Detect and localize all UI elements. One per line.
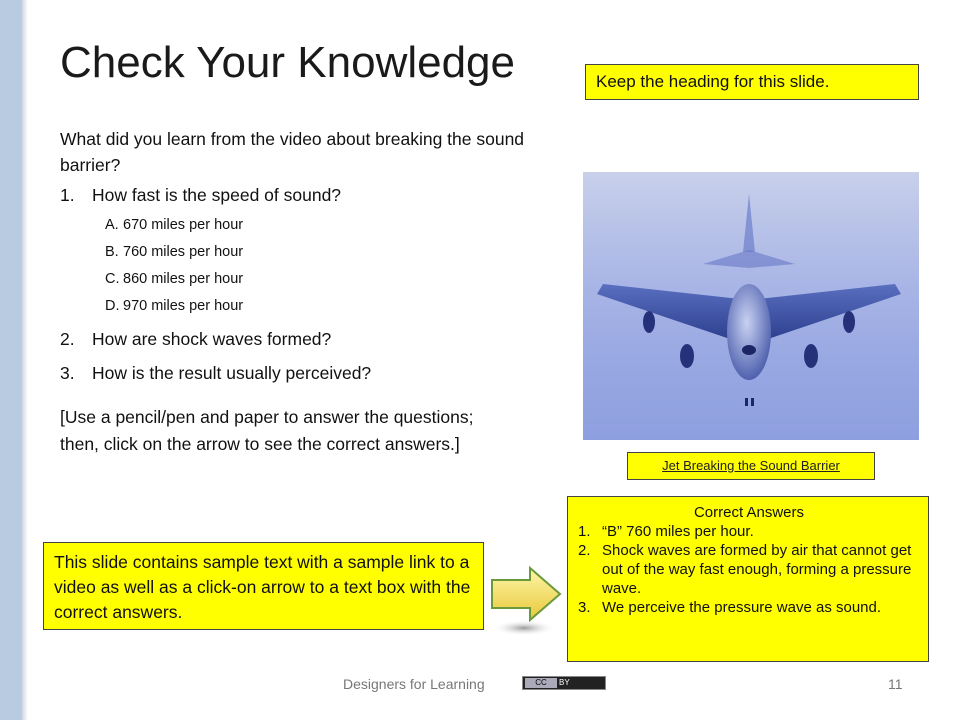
option-letter: D.: [105, 298, 120, 314]
cc-badge-right: BY: [559, 678, 570, 687]
option-text: 760 miles per hour: [123, 244, 244, 260]
cc-badge-left: CC: [525, 678, 557, 688]
answer-item: [578, 522, 920, 541]
answer-item: [578, 541, 920, 598]
question-item-1: [60, 182, 540, 208]
correct-answers-box: [567, 496, 929, 662]
sample-text-note-box: This slide contains sample text with a sample link to a video as well as a click-on arrow to a text box with the correct answers.: [43, 542, 484, 630]
option-item: [105, 293, 540, 320]
answers-list: [578, 522, 920, 617]
answer-number: 2.: [578, 542, 591, 559]
option-text: 670 miles per hour: [123, 217, 244, 233]
answers-title: Correct Answers: [693, 504, 805, 521]
option-letter: A.: [105, 217, 119, 233]
video-link-box: [627, 452, 875, 480]
question-text: How are shock waves formed?: [92, 329, 332, 349]
option-list: [105, 212, 540, 320]
slide-left-bar-shadow: [22, 0, 28, 720]
question-number: 2.: [60, 329, 75, 349]
slide-title: Check Your Knowledge: [60, 38, 515, 87]
question-item-3: [60, 360, 540, 386]
page-number: 11: [888, 676, 903, 692]
option-item: [105, 239, 540, 266]
option-letter: B.: [105, 244, 119, 260]
answer-number: 1.: [578, 523, 591, 540]
jet-airplane-photo: [583, 172, 919, 440]
question-item-2: [60, 326, 540, 352]
intro-text: What did you learn from the video about breaking the sound barrier?: [60, 129, 525, 175]
video-link[interactable]: Jet Breaking the Sound Barrier: [662, 458, 840, 473]
answer-item: [578, 598, 920, 617]
jet-airplane-icon: [583, 172, 919, 440]
option-text: 860 miles per hour: [123, 271, 244, 287]
show-answers-arrow-button[interactable]: [486, 562, 566, 642]
answer-text: “B” 760 miles per hour.: [602, 523, 754, 540]
question-text: How fast is the speed of sound?: [92, 185, 342, 205]
option-letter: C.: [105, 271, 120, 287]
answer-text: We perceive the pressure wave as sound.: [602, 599, 882, 616]
footer-label: Designers for Learning: [343, 676, 485, 692]
cc-by-license-icon: [522, 676, 606, 690]
answer-text: Shock waves are formed by air that cannot get out of the way fast enough, forming a pressure wave.: [602, 542, 912, 597]
slide-left-accent-bar: [0, 0, 22, 720]
question-options: [60, 212, 540, 320]
answer-number: 3.: [578, 599, 591, 616]
question-list: [60, 182, 540, 386]
right-arrow-icon: [486, 562, 566, 642]
question-number: 1.: [60, 185, 75, 205]
option-text: 970 miles per hour: [123, 298, 244, 314]
option-item: [105, 212, 540, 239]
question-number: 3.: [60, 363, 75, 383]
heading-note-box: Keep the heading for this slide.: [585, 64, 919, 100]
option-item: [105, 266, 540, 293]
instructions-text: [Use a pencil/pen and paper to answer the questions; then, click on the arrow to see the correct answers.]: [60, 407, 474, 454]
question-text: How is the result usually perceived?: [92, 363, 372, 383]
